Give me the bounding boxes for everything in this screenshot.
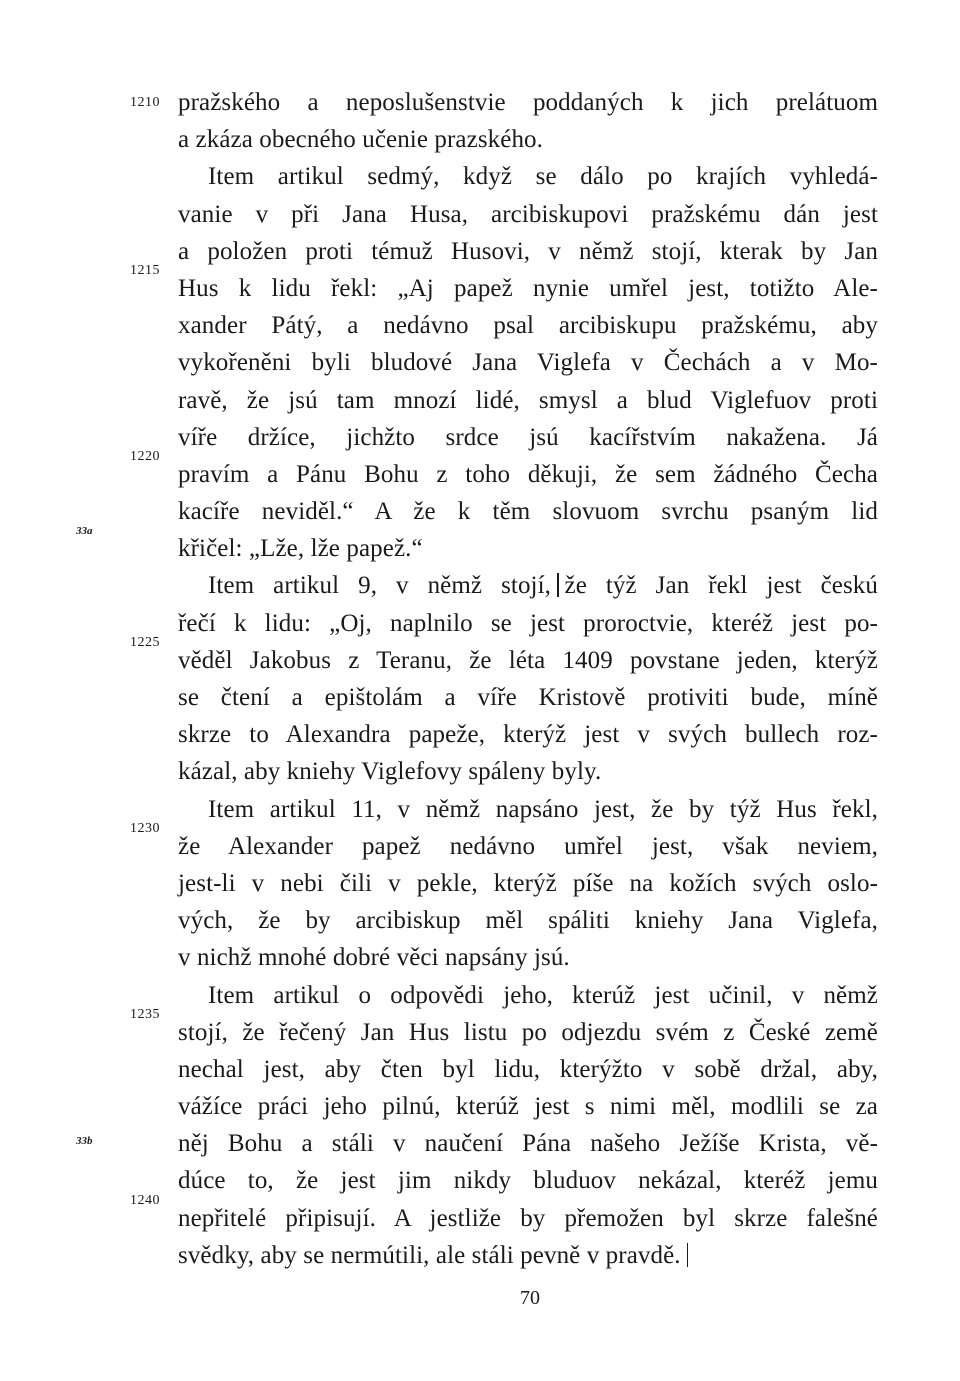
text-line: řečí k lidu: „Oj, naplnilo se jest proroctvie, kteréž jest po- bbox=[178, 609, 878, 637]
text-line: xander Pátý, a nedávno psal arcibiskupu pražskému, aby bbox=[178, 312, 878, 340]
text-line: Item artikul 11, v němž napsáno jest, že by týž Hus řekl, bbox=[208, 795, 878, 823]
folio-break-mark bbox=[687, 1243, 689, 1267]
main-text bbox=[178, 84, 878, 1274]
text-line: víře držíce, jichžto srdce jsú kacířstvím nakažena. Já bbox=[178, 423, 878, 451]
text-line: vanie v při Jana Husa, arcibiskupovi pražskému dán jest bbox=[178, 200, 878, 228]
text-line: že Alexander papež nedávno umřel jest, však neviem, bbox=[178, 832, 878, 860]
text-line: kacíře neviděl.“ A že k těm slovuom svrchu psaným lid bbox=[178, 498, 878, 526]
text-line: a položen proti témuž Husovi, v němž stojí, kterak by Jan bbox=[178, 237, 878, 265]
text-line: křičel: „Lže, lže papež.“ bbox=[178, 535, 423, 563]
text-line: něj Bohu a stáli v naučení Pána našeho Ježíše Krista, vě- bbox=[178, 1130, 878, 1158]
text-line-with-folio-break bbox=[178, 567, 878, 604]
folio-mark-33b: 33b bbox=[76, 1135, 93, 1147]
text-line: se čtení a epištolám a víře Kristově protiviti bude, míně bbox=[178, 684, 878, 711]
line-number-1220: 1220 bbox=[130, 449, 160, 464]
line-number-1230: 1230 bbox=[130, 821, 160, 836]
text-line: v nichž mnohé dobré věci napsány jsú. bbox=[178, 944, 570, 972]
text-line: stojí, že řečený Jan Hus listu po odjezdu svém z České země bbox=[178, 1018, 878, 1046]
text-line-part: svědky, aby se nermútili, ale stáli pevně v pravdě. bbox=[178, 1241, 681, 1269]
line-number-1240: 1240 bbox=[130, 1193, 160, 1208]
folio-mark-33a: 33a bbox=[76, 525, 93, 537]
text-line: nepřitelé připisují. A jestliže by přemožen byl skrze falešné bbox=[178, 1204, 878, 1232]
text-line: vážíce práci jeho pilnú, kterúž jest s nimi měl, modlili se za bbox=[178, 1093, 878, 1121]
text-line: věděl Jakobus z Teranu, že léta 1409 povstane jeden, kterýž bbox=[178, 646, 878, 674]
text-line-with-folio-break bbox=[178, 1237, 878, 1274]
text-line: pražského a neposlušenstvie poddaných k jich prelátuom bbox=[178, 89, 878, 116]
text-line: Hus k lidu řekl: „Aj papež nynie umřel jest, totižto Ale- bbox=[178, 274, 878, 302]
line-number-1235: 1235 bbox=[130, 1007, 160, 1022]
line-number-1210: 1210 bbox=[130, 95, 160, 110]
text-line-part: Item artikul 9, v němž stojí, bbox=[208, 572, 551, 600]
text-line: kázal, aby kniehy Viglefovy spáleny byly. bbox=[178, 758, 602, 786]
text-line: Item artikul sedmý, když se dálo po krajích vyhledá- bbox=[208, 163, 878, 191]
line-number-1215: 1215 bbox=[130, 263, 160, 278]
line-number-1225: 1225 bbox=[130, 635, 160, 650]
text-line: jest-li v nebi čili v pekle, kterýž píše na kožích svých oslo- bbox=[178, 869, 878, 897]
text-line: vých, že by arcibiskup měl spáliti kniehy Jana Viglefa, bbox=[178, 907, 878, 935]
text-line: ravě, že jsú tam mnozí lidé, smysl a blud Viglefuov proti bbox=[178, 386, 878, 414]
page-number: 70 bbox=[520, 1287, 540, 1309]
text-line: skrze to Alexandra papeže, kterýž jest v svých bullech roz- bbox=[178, 721, 878, 749]
text-line-part: že týž Jan řekl jest českú bbox=[564, 572, 878, 600]
text-line: nechal jest, aby čten byl lidu, kterýžto v sobě držal, aby, bbox=[178, 1055, 878, 1083]
text-line: Item artikul o odpovědi jeho, kterúž jest učinil, v němž bbox=[208, 981, 878, 1009]
text-line: vykořeněni byli bludové Jana Viglefa v Čechách a v Mo- bbox=[178, 349, 878, 377]
text-line: pravím a Pánu Bohu z toho děkuji, že sem žádného Čecha bbox=[178, 460, 878, 488]
folio-break-mark bbox=[557, 573, 559, 597]
text-line: a zkáza obecného učenie prazského. bbox=[178, 126, 543, 154]
text-line: dúce to, že jest jim nikdy bluduov nekázal, kteréž jemu bbox=[178, 1167, 878, 1195]
